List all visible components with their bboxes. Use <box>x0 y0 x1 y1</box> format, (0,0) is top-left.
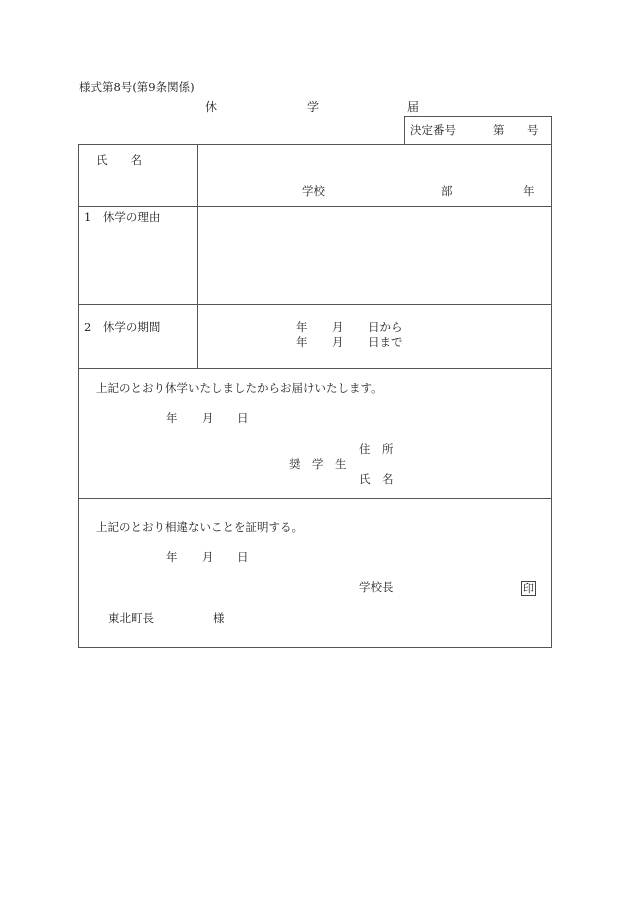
decision-number-label: 決定番号 <box>410 123 456 137</box>
address-label: 住 所 <box>359 442 394 456</box>
notice-date-year: 年 <box>166 411 178 425</box>
name-field[interactable] <box>198 145 551 183</box>
school-label: 学校 <box>302 184 325 198</box>
title-char-1: 休 <box>205 100 218 114</box>
certification-statement: 上記のとおり相違ないことを証明する。 <box>96 520 303 534</box>
cert-date-day: 日 <box>237 550 249 564</box>
notice-statement: 上記のとおり休学いたしましたからお届けいたします。 <box>96 381 383 395</box>
decision-number-suffix: 号 <box>527 123 539 137</box>
cert-date-month: 月 <box>202 550 214 564</box>
period-label: 2 休学の期間 <box>84 320 161 334</box>
reason-field[interactable] <box>198 207 551 304</box>
scholar-label: 奨 学 生 <box>289 457 347 471</box>
title-char-2: 学 <box>307 100 320 114</box>
principal-label: 学校長 <box>359 580 394 594</box>
department-label: 部 <box>441 184 453 198</box>
period-to-year: 年 <box>296 335 308 349</box>
notice-date-month: 月 <box>202 411 214 425</box>
period-to-month: 月 <box>332 335 344 349</box>
cert-date-year: 年 <box>166 550 178 564</box>
addressee: 東北町長 <box>108 611 154 625</box>
period-to-day: 日まで <box>368 335 403 349</box>
decision-number-prefix: 第 <box>493 123 505 137</box>
form-number: 様式第8号(第9条関係) <box>79 80 195 94</box>
title-char-3: 届 <box>407 100 420 114</box>
scholar-name-label: 氏 名 <box>359 472 394 486</box>
seal-icon: 印 <box>523 582 534 595</box>
year-label: 年 <box>523 184 535 198</box>
period-from-month: 月 <box>332 320 344 334</box>
period-from-day: 日から <box>368 320 403 334</box>
notice-date-day: 日 <box>237 411 249 425</box>
name-label: 氏 名 <box>96 153 142 167</box>
period-from-year: 年 <box>296 320 308 334</box>
reason-label: 1 休学の理由 <box>84 210 161 224</box>
honorific: 様 <box>213 611 225 625</box>
